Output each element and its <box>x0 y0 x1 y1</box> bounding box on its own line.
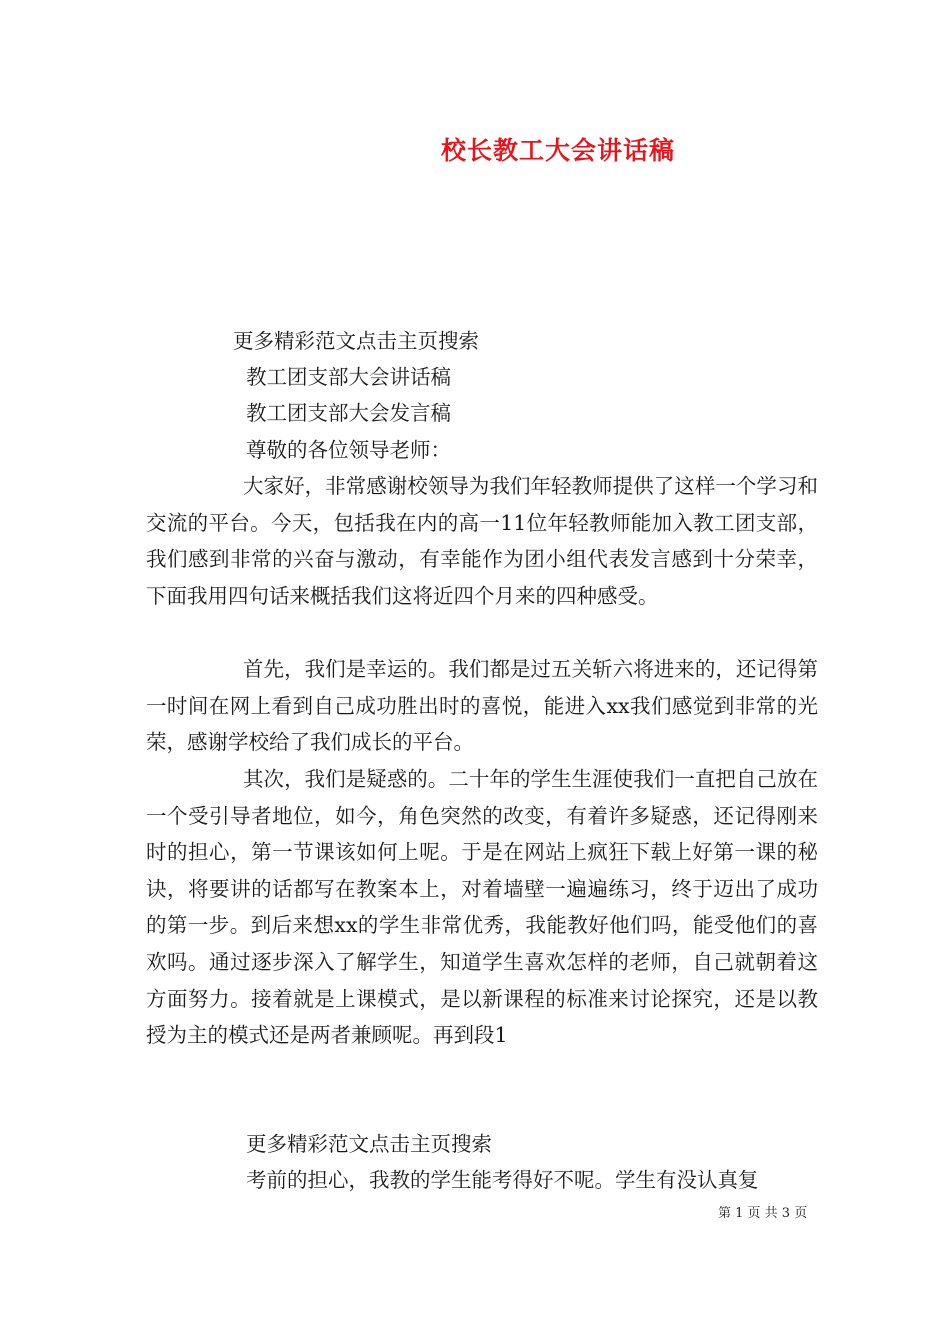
heading-line: 教工团支部大会讲话稿 <box>246 365 451 389</box>
page-number: 第 1 页 共 3 页 <box>718 1206 808 1221</box>
document-title: 校长教工大会讲话稿 <box>440 136 675 165</box>
paragraph-3: 其次，我们是疑惑的。二十年的学生生涯使我们一直把自己放在一个受引导者地位，如今，角色突然的改变，有着许多疑惑，还记得刚来时的担心，第一节课该如何上呢。于是在网站上疯狂下载上好第一课的秘诀，将要讲的话都写在教案本上，对着墙壁一遍遍练习，终于迈出了成功的第一步。到后来想xx的学生非常优秀，我能教好他们吗，能受他们的喜欢吗。通过逐步深入了解学生，知道学生喜欢怎样的老师，自己就朝着这方面努力。接着就是上课模式，是以新课程的标准来讨论探究，还是以教授为主的模式还是两者兼顾呢。再到段1 <box>146 767 818 1048</box>
promo-line: 更多精彩范文点击主页搜索 <box>246 1132 492 1156</box>
salutation-line: 尊敬的各位领导老师： <box>246 438 451 462</box>
paragraph-2: 首先，我们是幸运的。我们都是过五关斩六将进来的，还记得第一时间在网上看到自己成功胜出时的喜悦，能进入xx我们感觉到非常的光荣，感谢学校给了我们成长的平台。 <box>146 657 818 755</box>
heading-line: 教工团支部大会发言稿 <box>246 401 451 425</box>
paragraph-4-start: 考前的担心，我教的学生能考得好不呢。学生有没认真复 <box>246 1168 759 1192</box>
paragraph-1: 大家好，非常感谢校领导为我们年轻教师提供了这样一个学习和交流的平台。今天，包括我在内的高一11位年轻教师能加入教工团支部，我们感到非常的兴奋与激动，有幸能作为团小组代表发言感到十分荣幸，下面我用四句话来概括我们这将近四个月来的四种感受。 <box>146 474 818 608</box>
promo-line: 更多精彩范文点击主页搜索 <box>233 329 479 353</box>
